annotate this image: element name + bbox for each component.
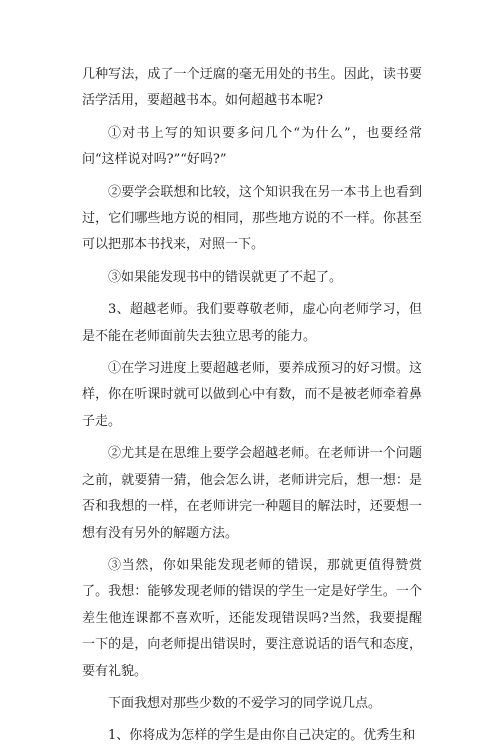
paragraph: 1、你将成为怎样的学生是由你自己决定的。优秀生和 (108, 728, 416, 744)
paragraph: 3、超越老师。我们要尊敬老师，虚心向老师学习，但是不能在老师面前失去独立思考的能力。 (82, 302, 422, 344)
paragraph: ①对书上写的知识要多问几个“为什么”，也要经常问“这样说对吗?”“好吗?” (82, 125, 422, 168)
paragraph: ②尤其是在思维上要学会超越老师。在老师讲一个问题之前，就要猜一猜，他会怎么讲，老师讲完后，想一想：是否和我想的一样，在老师讲完一种题目的解法时，还要想一想有没有另外的解题方法。 (82, 446, 422, 541)
paragraph: ③如果能发现书中的错误就更了不起了。 (108, 269, 343, 285)
paragraph: 几种写法，成了一个迂腐的毫无用处的书生。因此，读书要活学活用，要超越书本。如何超越书本呢? (82, 67, 422, 109)
paragraph: ③当然，你如果能发现老师的错误，那就更值得赞赏了。我想：能够发现老师的错误的学生一定是好学生。一个差生他连课都不喜欢听，还能发现错误吗?当然，我要提醒一下的是，向老师提出错误时，要注意说话的语气和态度，要有礼貌。 (82, 557, 422, 679)
paragraph: ①在学习进度上要超越老师，要养成预习的好习惯。这样，你在听课时就可以做到心中有数，而不是被老师牵着鼻子走。 (82, 361, 422, 429)
paragraph: 下面我想对那些少数的不爱学习的同学说几点。 (108, 695, 382, 711)
document-body (82, 62, 422, 750)
paragraph: ②要学会联想和比较，这个知识我在另一本书上也看到过，它们哪些地方说的相同，那些地方说的不一样。你甚至可以把那本书找来，对照一下。 (82, 184, 422, 253)
